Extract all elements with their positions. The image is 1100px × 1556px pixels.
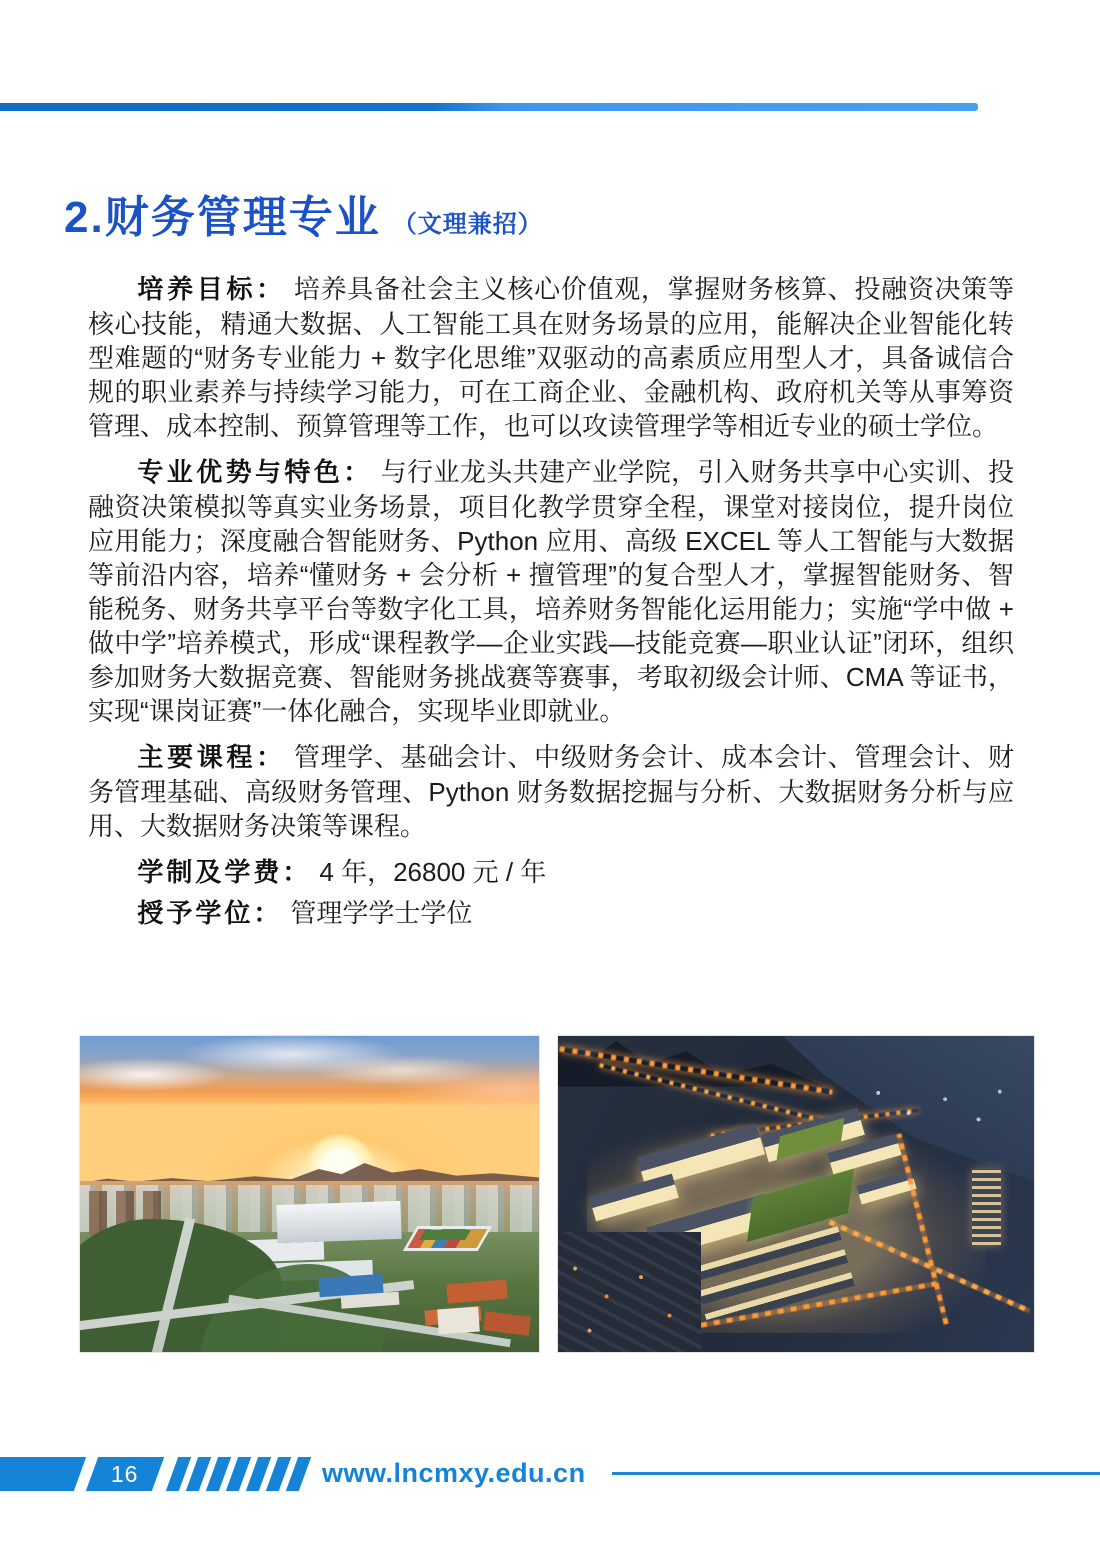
paragraph-text: 4 年，26800 元 / 年 bbox=[319, 857, 547, 887]
paragraph-degree bbox=[88, 896, 1014, 931]
sports-field bbox=[419, 1230, 471, 1240]
paragraph-main-courses bbox=[88, 740, 1014, 843]
paragraph-label: 授予学位： bbox=[137, 899, 283, 928]
paragraph-label: 培养目标： bbox=[137, 275, 286, 304]
page-title-text: 2.财务管理专业 bbox=[64, 193, 381, 243]
tower-building bbox=[972, 1169, 1001, 1245]
footer-slash bbox=[286, 1457, 311, 1491]
main-building bbox=[277, 1201, 402, 1243]
paragraph-text: 管理学、基础会计、中级财务会计、成本会计、管理会计、财务管理基础、高级财务管理、Python 财务数据挖掘与分析、大数据财务分析与应用、大数据财务决策等课程。 bbox=[88, 742, 1014, 841]
campus-photo-night bbox=[557, 1035, 1035, 1353]
header-rule bbox=[0, 103, 978, 111]
body-text bbox=[88, 272, 1014, 937]
paragraph-text: 管理学学士学位 bbox=[290, 898, 473, 928]
footer-left-bar bbox=[0, 1457, 86, 1491]
page-number: 16 bbox=[111, 1460, 139, 1487]
paragraph-advantages-features bbox=[88, 455, 1014, 728]
white-building bbox=[437, 1306, 480, 1334]
paragraph-text: 与行业龙头共建产业学院，引入财务共享中心实训、投融资决策模拟等真实业务场景，项目化教学贯穿全程，课堂对接岗位，提升岗位应用能力；深度融合智能财务、Python 应用、高级 EXCEL 等人工智能与大数据等前沿内容，培养“懂财务 + 会分析 + 擅管理”的复合型人才，掌握智能财务、智能税务、财务共享平台等数字化工具，培养财务智能化运用能力；实施“学中做 + 做中学”培养模式，形成“课程教学—企业实践—技能竞赛—职业认证”闭环，组织参加财务大数据竞赛、智能财务挑战赛等赛事，考取初级会计师、CMA 等证书，实现“课岗证赛”一体化融合，实现毕业即就业。 bbox=[88, 457, 1014, 726]
page-number-badge bbox=[86, 1457, 164, 1491]
footer bbox=[0, 1457, 1100, 1491]
page-title bbox=[64, 181, 543, 245]
footer-rule bbox=[612, 1472, 1100, 1475]
paragraph-duration-tuition bbox=[88, 855, 1014, 890]
paragraph-training-objective bbox=[88, 272, 1014, 443]
residential-lights bbox=[558, 1245, 701, 1352]
campus-photo-sunset bbox=[79, 1035, 540, 1353]
paragraph-label: 专业优势与特色： bbox=[137, 458, 373, 487]
dark-hills bbox=[558, 1036, 825, 1087]
page-title-suffix: （文理兼招） bbox=[392, 211, 543, 239]
website-url: www.lncmxy.edu.cn bbox=[322, 1458, 586, 1488]
paragraph-label: 主要课程： bbox=[137, 743, 286, 772]
paragraph-label: 学制及学费： bbox=[137, 858, 312, 887]
paragraph-text: 培养具备社会主义核心价值观，掌握财务核算、投融资决策等核心技能，精通大数据、人工智能工具在财务场景的应用，能解决企业智能化转型难题的“财务专业能力 + 数字化思维”双驱动的高素质应用型人才，具备诚信合规的职业素养与持续学习能力，可在工商企业、金融机构、政府机关等从事筹资管理、成本控制、预算管理等工作，也可以攻读管理学等相近专业的硕士学位。 bbox=[88, 274, 1014, 441]
